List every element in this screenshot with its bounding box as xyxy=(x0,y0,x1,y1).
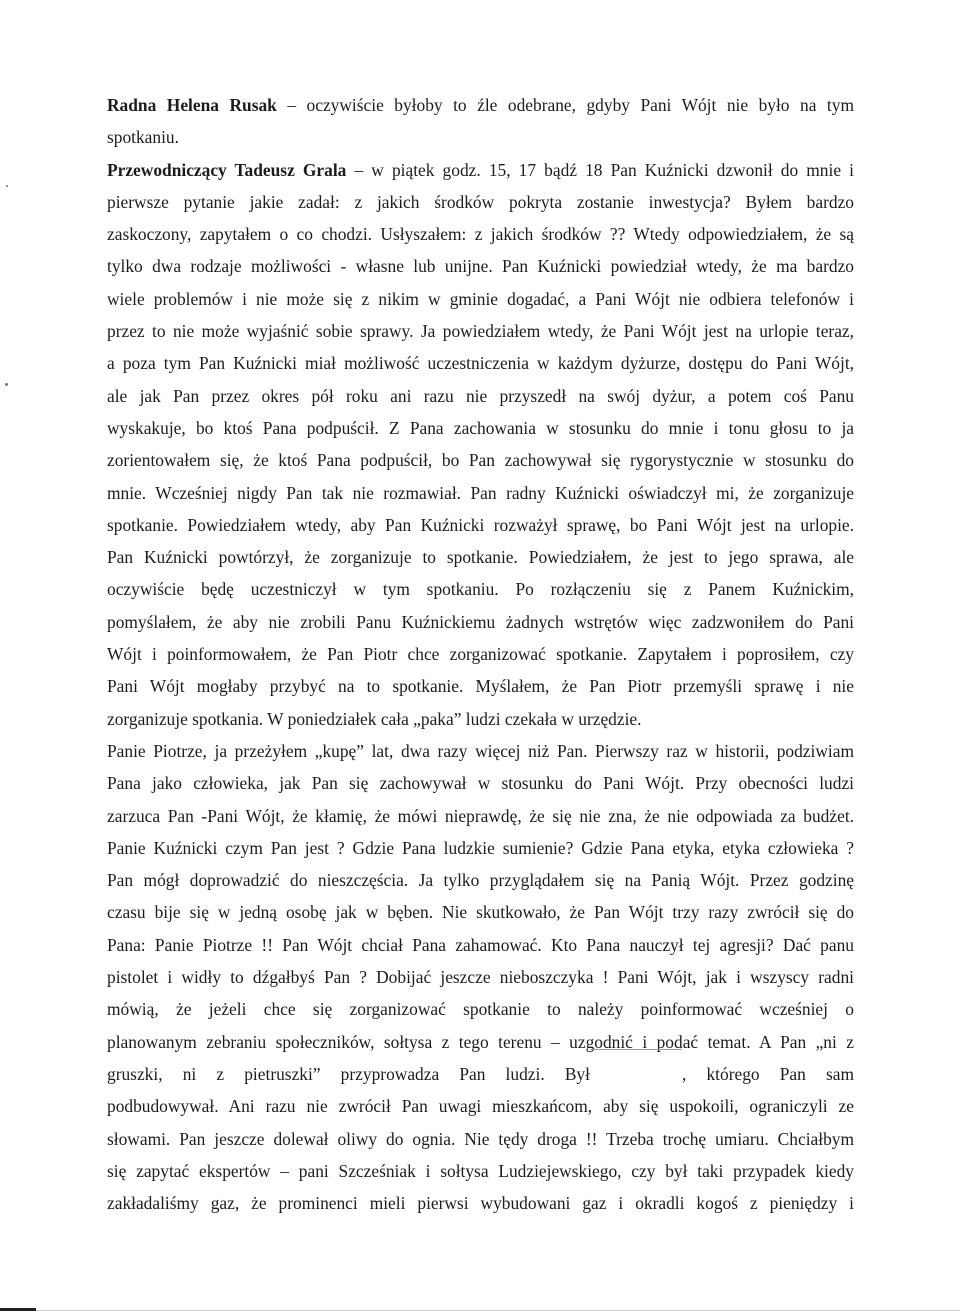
text-line xyxy=(107,993,854,1025)
text-line xyxy=(107,121,854,153)
text-line xyxy=(107,606,854,638)
text-line xyxy=(107,444,854,476)
line-text: pomyślałem, że aby nie zrobili Panu Kuźnickiemu żadnych wstrętów więc zadzwoniłem do Pani xyxy=(107,611,854,632)
text-line xyxy=(107,896,854,928)
text-line xyxy=(107,1155,854,1187)
text-line xyxy=(107,380,854,412)
text-line xyxy=(107,670,854,702)
text-line xyxy=(107,929,854,961)
text-line xyxy=(107,154,854,186)
line-text: Panie Kuźnicki czym Pan jest ? Gdzie Pana ludzkie sumienie? Gdzie Pana etyka, etyka człowieka ? xyxy=(107,837,854,858)
line-text: ale jak Pan przez okres pół roku ani razu nie przyszedł na swój dyżur, a potem coś Panu xyxy=(107,385,854,406)
document-body-text xyxy=(107,89,854,1219)
speaker-name: Przewodniczący Tadeusz Grala xyxy=(107,159,347,180)
line-text: oczywiście będę uczestniczył w tym spotkaniu. Po rozłączeniu się z Panem Kuźnickim, xyxy=(107,579,854,600)
redacted-blank xyxy=(590,1063,682,1080)
text-line xyxy=(107,1123,854,1155)
line-text: spotkaniu. xyxy=(107,127,179,148)
line-text: zaskoczony, zapytałem o co chodzi. Usłyszałem: z jakich środków ?? Wtedy odpowiedziałem, że są xyxy=(107,224,854,245)
text-line xyxy=(107,864,854,896)
line-text: mnie. Wcześniej nigdy Pan tak nie rozmawiał. Pan radny Kuźnicki oświadczył mi, że zorganizuje xyxy=(107,482,854,503)
text-line xyxy=(107,250,854,282)
text-line xyxy=(107,961,854,993)
line-text: tylko dwa rodzaje możliwości - własne lub unijne. Pan Kuźnicki powiedział wtedy, że ma bardzo xyxy=(107,256,854,277)
text-line xyxy=(107,89,854,121)
line-text: gruszki, ni z pietruszki” przyprowadza Pan ludzi. Był xyxy=(107,1063,590,1084)
line-text: Panie Piotrze, ja przeżyłem „kupę” lat, dwa razy więcej niż Pan. Pierwszy raz w historii, podziwiam xyxy=(107,740,854,761)
line-text: planowanym zebraniu społeczników, sołtysa z tego terenu – uzgodnić i podać temat. A Pan „ni z xyxy=(107,1031,854,1052)
text-line xyxy=(107,638,854,670)
text-line xyxy=(107,573,854,605)
text-line xyxy=(107,509,854,541)
text-line xyxy=(107,703,854,735)
speaker-name: Radna Helena Rusak xyxy=(107,95,277,115)
line-text: zakładaliśmy gaz, że prominenci mieli pierwsi wybudowani gaz i okradli kogoś z pieniędzy i xyxy=(107,1193,854,1214)
text-line xyxy=(107,186,854,218)
bottom-edge-rule xyxy=(0,1308,36,1311)
scan-speck xyxy=(6,185,8,187)
line-text: – oczywiście byłoby to źle odebrane, gdyby Pani Wójt nie było na tym xyxy=(276,95,854,115)
text-line xyxy=(107,735,854,767)
text-line xyxy=(107,1026,854,1058)
text-line xyxy=(107,218,854,250)
text-line xyxy=(107,541,854,573)
bottom-edge-line xyxy=(36,1310,960,1311)
text-line xyxy=(107,767,854,799)
line-text: Pana: Panie Piotrze !! Pan Wójt chciał Pana zahamować. Kto Pana nauczył tej agresji? Dać panu xyxy=(107,934,854,955)
text-line xyxy=(107,800,854,832)
line-text: Pani Wójt mogłaby przybyć na to spotkanie. Myślałem, że Pan Piotr przemyśli sprawę i nie xyxy=(107,676,854,697)
line-text: – w piątek godz. 15, 17 bądź 18 Pan Kuźnicki dzwonił do mnie i xyxy=(346,159,854,180)
line-text: zorientowałem się, że ktoś Pana podpuścił, bo Pan zachowywał się rygorystycznie w stosunku do xyxy=(107,450,854,471)
line-text: zorganizuje spotkania. W poniedziałek cała „paka” ludzi czekała w urzędzie. xyxy=(107,708,642,729)
line-text: Pana jako człowieka, jak Pan się zachowywał w stosunku do Pani Wójt. Przy obecności ludzi xyxy=(107,773,854,794)
text-line xyxy=(107,347,854,379)
line-text: Wójt i poinformowałem, że Pan Piotr chce zorganizować spotkanie. Zapytałem i poprosiłem, czy xyxy=(107,644,854,665)
line-text: pierwsze pytanie jakie zadał: z jakich środków pokryta zostanie inwestycja? Byłem bardzo xyxy=(107,191,854,212)
text-line xyxy=(107,283,854,315)
line-text: spotkanie. Powiedziałem wtedy, aby Pan Kuźnicki rozważył sprawę, bo Pani Wójt jest na urlopie. xyxy=(107,514,854,535)
line-text: a poza tym Pan Kuźnicki miał możliwość uczestniczenia w każdym dyżurze, dostępu do Pani Wójt, xyxy=(107,353,854,374)
line-text: się zapytać ekspertów – pani Szcześniak i sołtysa Ludziejewskiego, czy był taki przypadek kiedy xyxy=(107,1160,854,1181)
line-text: mówią, że jeżeli chce się zorganizować spotkanie to należy poinformować wcześniej o xyxy=(107,999,854,1020)
line-text: zarzuca Pan -Pani Wójt, że kłamię, że mówi nieprawdę, że się nie zna, że nie odpowiada za budżet. xyxy=(107,805,854,826)
line-text: wiele problemów i nie może się z nikim w gminie dogadać, a Pani Wójt nie odbiera telefonów i xyxy=(107,288,854,309)
text-line xyxy=(107,315,854,347)
line-text: pistolet i widły to dźgałbyś Pan ? Dobijać jeszcze nieboszczyka ! Pani Wójt, jak i wszyscy radni xyxy=(107,967,854,988)
text-line xyxy=(107,477,854,509)
line-text: czasu bije się w jedną osobę jak w bęben. Nie skutkowało, że Pan Wójt trzy razy zwrócił się do xyxy=(107,902,854,923)
line-text-after-blank: , którego Pan sam xyxy=(681,1063,854,1084)
text-line xyxy=(107,1187,854,1219)
text-line xyxy=(107,412,854,444)
line-text: podbudowywał. Ani razu nie zwrócił Pan uwagi mieszkańcom, aby się uspokoili, ograniczyli ze xyxy=(107,1096,854,1117)
line-text: słowami. Pan jeszcze dolewał oliwy do ognia. Nie tędy droga !! Trzeba trochę umiaru. Chciałbym xyxy=(107,1128,854,1149)
line-text: Pan Kuźnicki powtórzył, że zorganizuje to spotkanie. Powiedziałem, że jest to jego sprawa, ale xyxy=(107,547,854,568)
text-line xyxy=(107,1058,854,1090)
text-line xyxy=(107,832,854,864)
scan-speck xyxy=(5,383,8,386)
line-text: wyskakuje, bo ktoś Pana podpuścił. Z Pana zachowania w stosunku do mnie i tonu głosu to ja xyxy=(107,417,854,438)
line-text: przez to nie może wyjaśnić sobie sprawy. Ja powiedziałem wtedy, że Pani Wójt jest na urlopie teraz, xyxy=(107,321,854,342)
line-text: Pan mógł doprowadzić do nieszczęścia. Ja tylko przyglądałem się na Panią Wójt. Przez godzinę xyxy=(107,870,854,891)
text-line xyxy=(107,1090,854,1122)
